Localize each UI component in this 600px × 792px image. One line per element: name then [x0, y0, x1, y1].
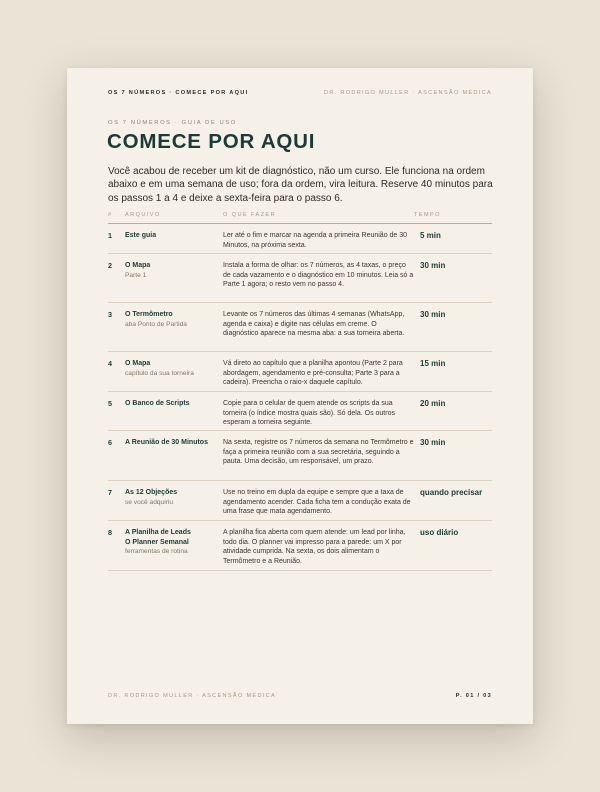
- step-file-cell: [125, 261, 223, 302]
- step-file-subtitle: aba Ponto de Partida: [125, 320, 187, 328]
- step-time: 5 min: [420, 231, 441, 240]
- table-row: [108, 392, 492, 431]
- column-header-action: O QUE FAZER: [223, 212, 277, 218]
- step-description: Levante os 7 números das últimas 4 semanas (WhatsApp, agenda e caixa) e digite nas células em creme. O diagnóstico aparece na mesma aba: a sua torneira aberta.: [223, 311, 405, 338]
- step-description: Use no treino em dupla da equipe e sempre que a taxa de agendamento acender. Cada ficha tem a condução exata de uma frase que mata agendamento.: [223, 489, 411, 516]
- step-file-name: A Planilha de Leads O Planner Semanal: [125, 529, 191, 546]
- step-description: Na sexta, registre os 7 números da semana no Termômetro e faça a primeira reunião com a sua secretária, seguindo a pauta. Uma decisão, um responsável, um prazo.: [223, 439, 414, 466]
- step-time: 15 min: [420, 359, 446, 368]
- step-file-cell: [125, 231, 223, 253]
- step-time: 30 min: [420, 438, 446, 447]
- step-file-cell: [125, 438, 223, 480]
- page-footer: [108, 693, 492, 699]
- table-row: [108, 431, 492, 481]
- step-number: 7: [108, 488, 112, 497]
- eyebrow-label: OS 7 NÚMEROS · GUIA DE USO: [108, 120, 237, 126]
- step-file-cell: [125, 399, 223, 430]
- step-file-subtitle: se você adquiriu: [125, 498, 174, 506]
- step-file-subtitle: Parte 1: [125, 271, 147, 279]
- header-author: DR. RODRIGO MULLER · ASCENSÃO MÉDICA: [323, 90, 492, 96]
- column-header-time: TEMPO: [414, 212, 441, 218]
- step-time: 30 min: [420, 261, 446, 270]
- step-file-name: O Termômetro: [125, 311, 173, 318]
- column-header-file: ARQUIVO: [125, 212, 161, 218]
- step-number: 2: [108, 261, 112, 270]
- table-row: [108, 352, 492, 392]
- step-file-name: O Mapa: [125, 360, 151, 367]
- step-file-cell: [125, 310, 223, 351]
- table-header-row: [108, 212, 492, 224]
- step-file-name: Este guia: [125, 232, 157, 239]
- step-file-name: O Mapa: [125, 262, 151, 269]
- document-page: [67, 68, 533, 724]
- steps-table: [108, 212, 492, 571]
- table-row: [108, 224, 492, 254]
- step-file-name: As 12 Objeções: [125, 489, 178, 496]
- step-time: 20 min: [420, 399, 446, 408]
- page-header: [108, 90, 492, 96]
- column-header-number: #: [108, 212, 113, 218]
- step-description: Vá direto ao capítulo que a planilha apontou (Parte 2 para abordagem, agendamento e pré-consulta; Parte 3 para a cadeira). Preencha o raio-x daquele capítulo.: [223, 360, 403, 387]
- table-row: [108, 303, 492, 352]
- header-doc-title: OS 7 NÚMEROS · COMECE POR AQUI: [108, 90, 249, 96]
- step-number: 3: [108, 310, 112, 319]
- step-file-cell: [125, 488, 223, 520]
- step-description: Ler até o fim e marcar na agenda a primeira Reunião de 30 Minutos, na próxima sexta.: [223, 232, 408, 249]
- step-description: A planilha fica aberta com quem atende: um lead por linha, todo dia. O planner vai impresso para a parede: um X por atividade cumprida. Na sexta, os dois alimentam o Termômetro e a Reunião.: [223, 529, 406, 565]
- step-number: 8: [108, 528, 112, 537]
- table-row: [108, 254, 492, 303]
- intro-paragraph: Você acabou de receber um kit de diagnóstico, não um curso. Ele funciona na ordem abaixo e em uma semana de uso; fora da ordem, vira leitura. Reserve 40 minutos para os passos 1 a 4 e deixe a sexta-feira para o passo 6.: [108, 166, 493, 204]
- step-time: quando precisar: [420, 488, 483, 497]
- step-file-subtitle: capítulo da sua torneira: [125, 369, 194, 377]
- table-row: [108, 481, 492, 521]
- step-file-cell: [125, 359, 223, 391]
- step-description: Instala a forma de olhar: os 7 números, as 4 taxas, o preço de cada vazamento e o diagnóstico em 10 minutos. Leia só a Parte 1 agora; o resto vem no passo 4.: [223, 262, 414, 289]
- step-number: 5: [108, 399, 112, 408]
- step-number: 4: [108, 359, 112, 368]
- footer-author: DR. RODRIGO MULLER · ASCENSÃO MÉDICA: [108, 693, 277, 699]
- step-file-name: A Reunião de 30 Minutos: [125, 439, 208, 446]
- step-description: Copie para o celular de quem atende os scripts da sua torneira (o índice mostra quais são). Só dela. Os outros esperam a torneira seguinte.: [223, 400, 395, 427]
- step-number: 1: [108, 231, 112, 240]
- step-file-name: O Banco de Scripts: [125, 400, 190, 407]
- page-number: P. 01 / 03: [455, 693, 492, 699]
- table-row: [108, 521, 492, 571]
- step-file-subtitle: ferramentas de rotina: [125, 548, 188, 556]
- step-time: 30 min: [420, 310, 446, 319]
- step-number: 6: [108, 438, 112, 447]
- page-title: COMECE POR AQUI: [107, 130, 316, 153]
- step-time: uso diário: [420, 528, 459, 537]
- step-file-cell: [125, 528, 223, 570]
